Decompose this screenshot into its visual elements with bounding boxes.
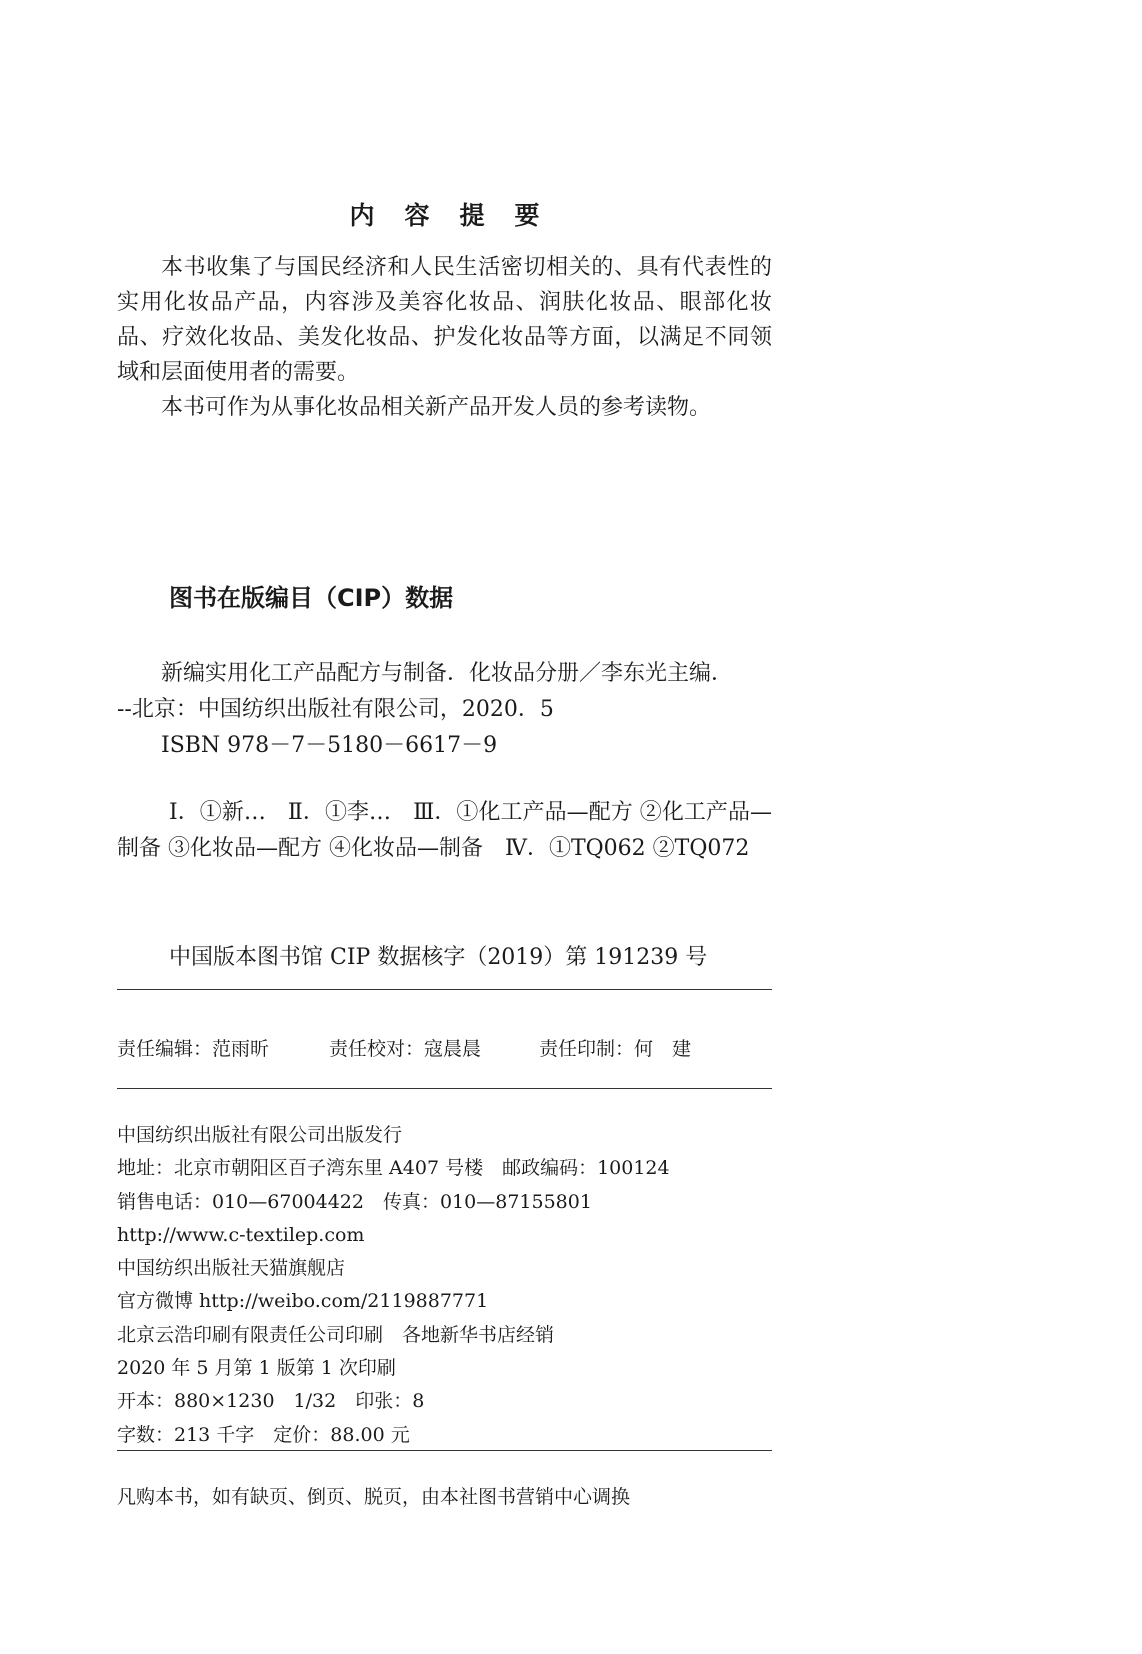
publisher-address: 地址：北京市朝阳区百子湾东里 A407 号楼 邮政编码：100124 bbox=[117, 1157, 670, 1180]
credit-editor: 责任编辑：范雨昕 bbox=[117, 1038, 270, 1060]
divider-line bbox=[117, 989, 772, 990]
cip-record-number: 中国版本图书馆 CIP 数据核字（2019）第 191239 号 bbox=[169, 945, 708, 970]
publisher-weibo: 官方微博 http://weibo.com/2119887771 bbox=[117, 1290, 489, 1313]
price-line: 字数：213 千字 定价：88.00 元 bbox=[117, 1423, 410, 1446]
publisher-line: 中国纺织出版社有限公司出版发行 bbox=[117, 1124, 403, 1146]
abstract-body bbox=[117, 250, 772, 425]
abstract-title: 内容提要 bbox=[349, 201, 570, 230]
publisher-store: 中国纺织出版社天猫旗舰店 bbox=[117, 1257, 346, 1280]
divider-line bbox=[117, 1088, 772, 1089]
cip-classification bbox=[117, 795, 772, 867]
printer-line: 北京云浩印刷有限责任公司印刷 各地新华书店经销 bbox=[117, 1323, 555, 1346]
cip-publication-line: --北京：中国纺织出版社有限公司，2020．5 bbox=[117, 697, 554, 722]
abstract-paragraph: 本书收集了与国民经济和人民生活密切相关的、具有代表性的实用化妆品产品，内容涉及美容化妆品、润肤化妆品、眼部化妆品、疗效化妆品、美发化妆品、护发化妆品等方面，以满足不同领域和层面使用者的需要。 bbox=[117, 255, 772, 385]
cip-title-line: 新编实用化工产品配方与制备．化妆品分册／李东光主编． bbox=[161, 661, 734, 686]
edition-line: 2020 年 5 月第 1 版第 1 次印刷 bbox=[117, 1357, 396, 1380]
publisher-phone: 销售电话：010—67004422 传真：010—87155801 bbox=[117, 1190, 592, 1213]
abstract-paragraph: 本书可作为从事化妆品相关新产品开发人员的参考读物。 bbox=[161, 395, 712, 420]
credit-printing: 责任印制：何 建 bbox=[539, 1038, 692, 1060]
cip-isbn: ISBN 978－7－5180－6617－9 bbox=[161, 733, 498, 758]
divider-line bbox=[117, 1450, 772, 1451]
publisher-info bbox=[117, 1119, 772, 1452]
cip-classification-text: Ⅰ．①新… Ⅱ．①李… Ⅲ．①化工产品—配方 ②化工产品—制备 ③化妆品—配方 ④化妆品—制备 Ⅳ．①TQ062 ②TQ072 bbox=[117, 800, 772, 861]
credits-line bbox=[117, 1034, 772, 1061]
return-notice: 凡购本书，如有缺页、倒页、脱页，由本社图书营销中心调换 bbox=[117, 1486, 631, 1508]
publisher-website: http://www.c-textilep.com bbox=[117, 1223, 365, 1246]
cip-entry bbox=[117, 656, 772, 764]
credit-proofreader: 责任校对：寇晨晨 bbox=[329, 1038, 482, 1060]
cip-heading: 图书在版编目（CIP）数据 bbox=[169, 584, 454, 612]
format-line: 开本：880×1230 1/32 印张：8 bbox=[117, 1390, 425, 1413]
